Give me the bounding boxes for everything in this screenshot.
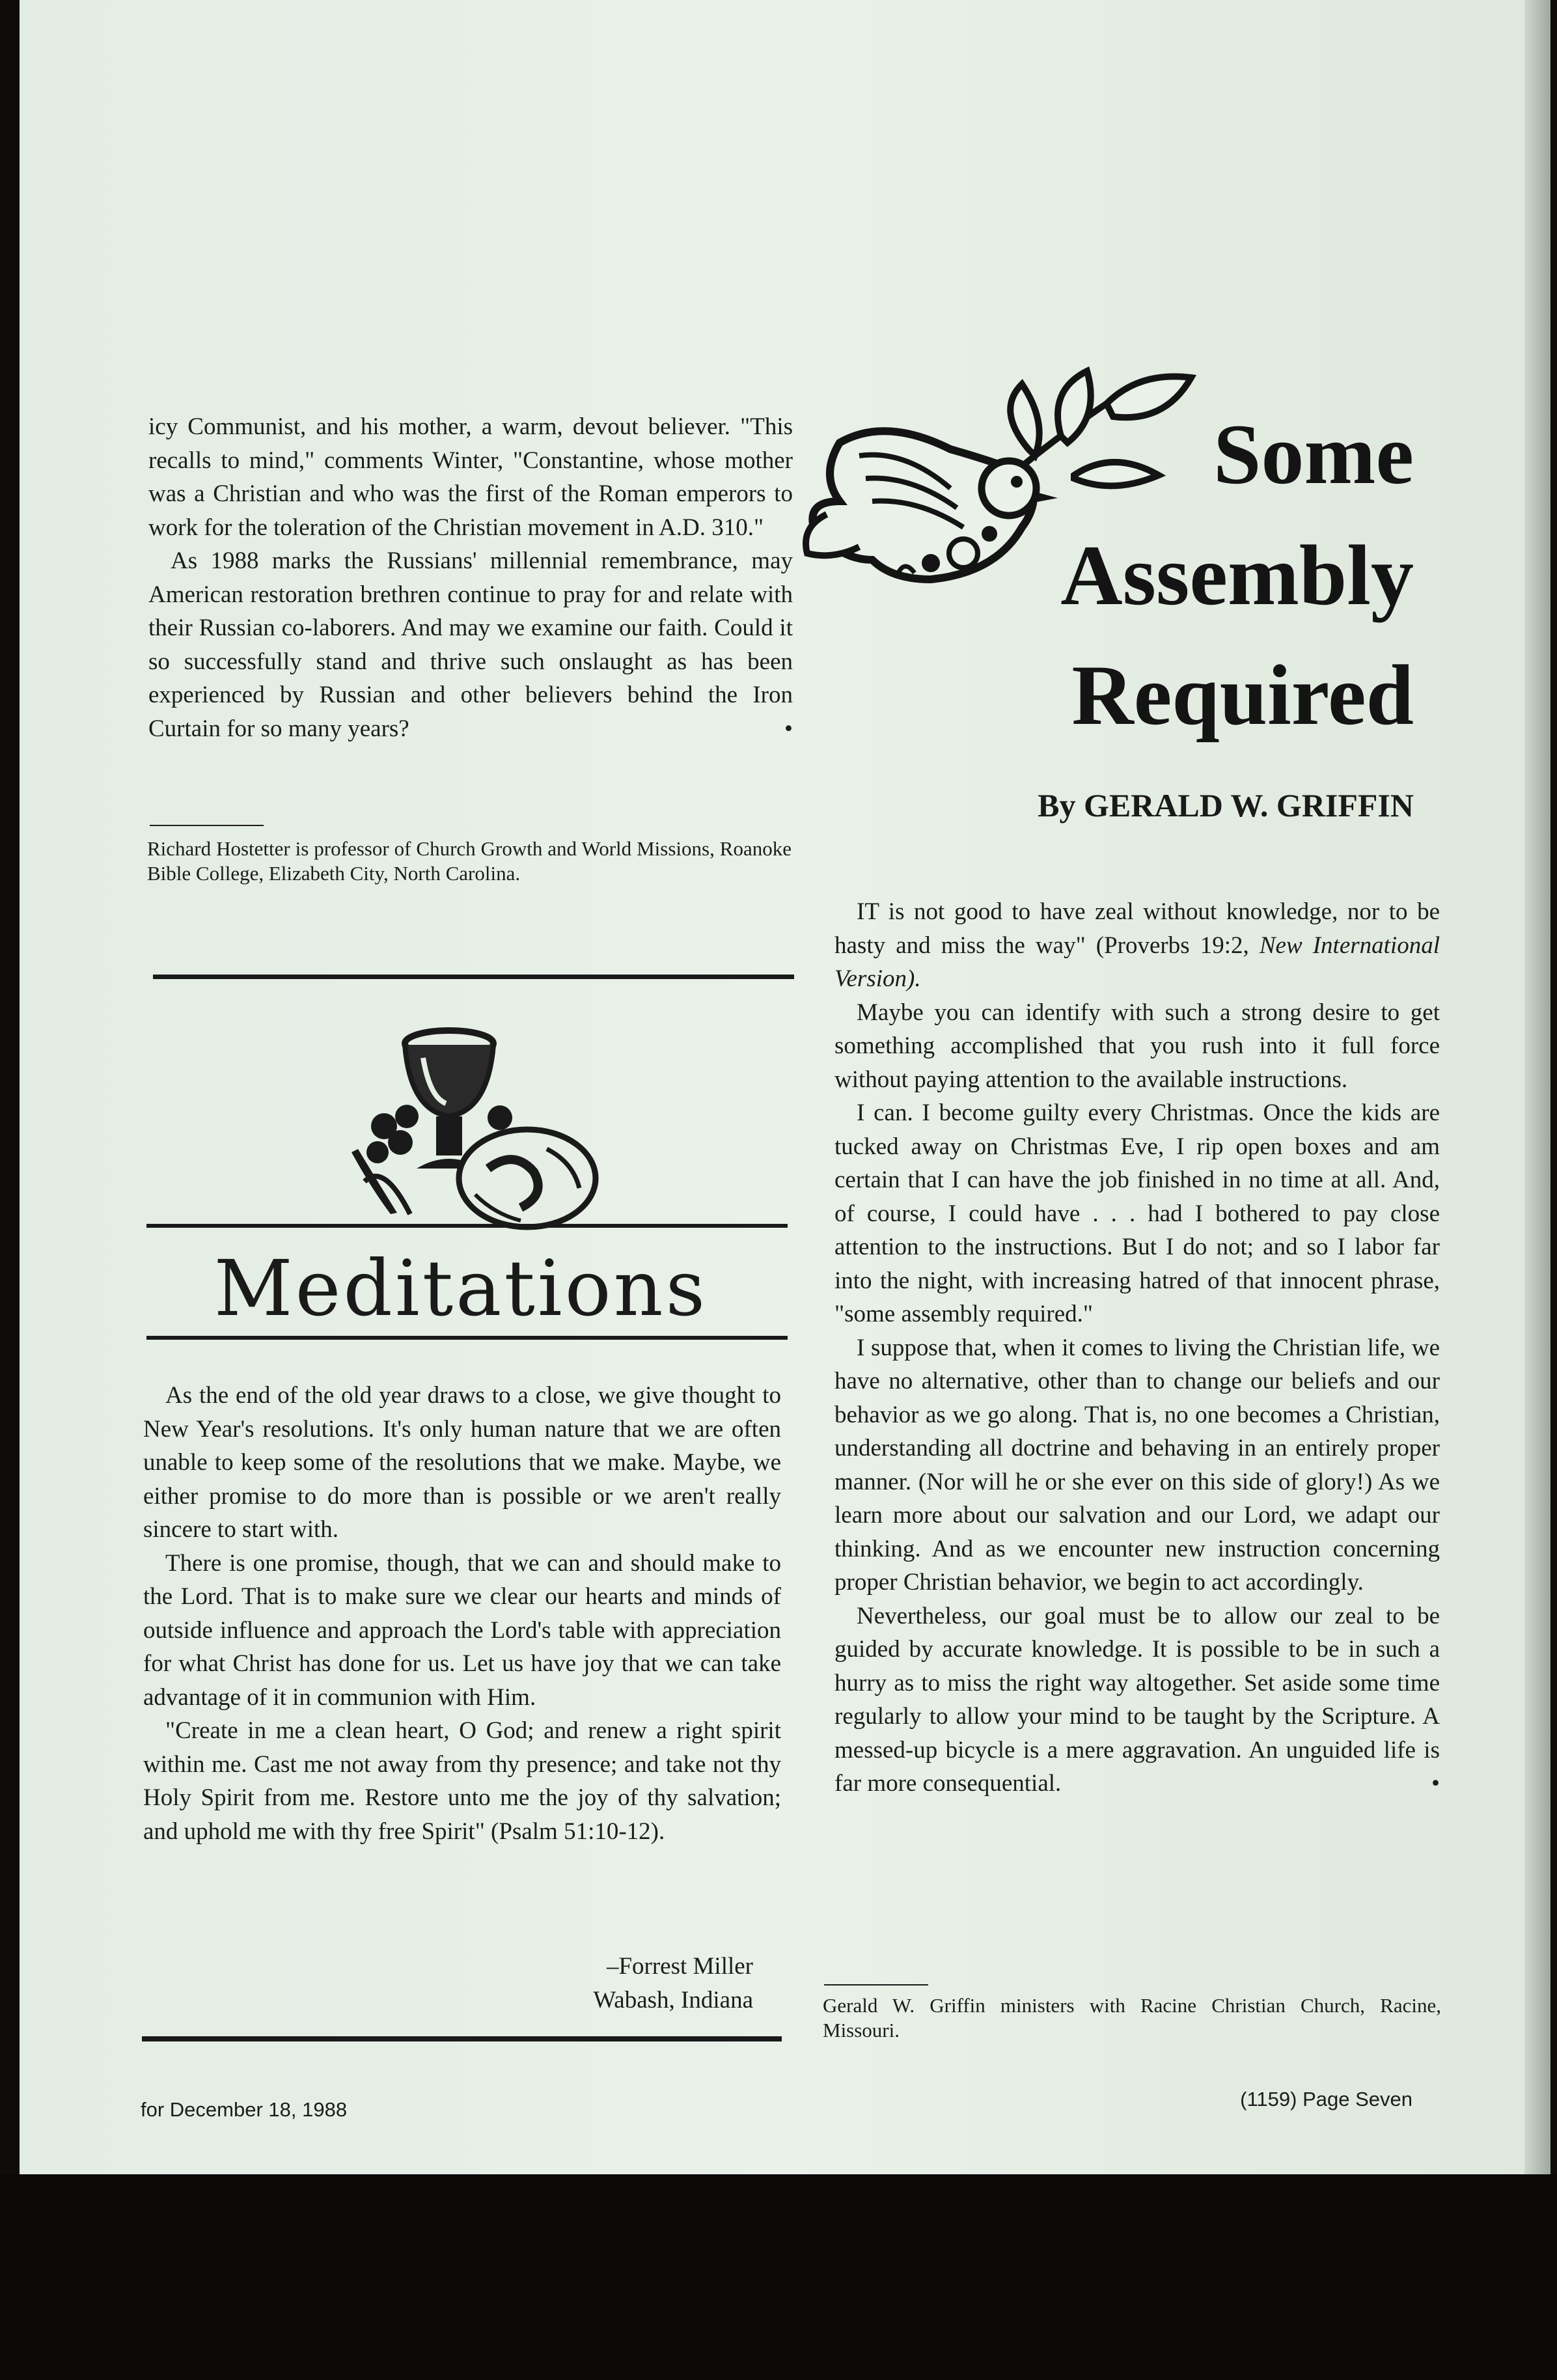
meditations-body	[143, 1379, 781, 1848]
article-title-line-1: Some	[1213, 406, 1414, 502]
continued-paragraph-2: As 1988 marks the Russians' millennial remembrance, may American restoration brethren continue to pray for and relate with their Russian co-laborers. And may we examine our faith. Could it so successfully stand and thrive such onslaught as has been experienced by Russian and other believers behind the Iron Curtain for so many years? •	[148, 544, 793, 745]
article-paragraph-1: IT is not good to have zeal without knowledge, nor to be hasty and miss the way" (Proverbs 19:2, New International Version).	[834, 898, 1440, 992]
footnote-rule	[824, 1984, 928, 1986]
article-title-line-2: Assembly	[1060, 527, 1414, 623]
author-footnote-griffin: Gerald W. Griffin ministers with Racine Christian Church, Racine, Missouri.	[823, 1994, 1441, 2041]
continued-paragraph-1: icy Communist, and his mother, a warm, devout believer. "This recalls to mind," comments Winter, "Constantine, whose mother was a Christian and who was the first of the Roman emperors to work for the toleration of the Christian movement in A.D. 310."	[148, 413, 793, 541]
article-paragraph-3: I can. I become guilty every Christmas. Once the kids are tucked away on Christmas Eve, I rip open boxes and am certain that I can have the job finished in no time at all. And, of course, I could have . . . had I bothered to pay close attention to the instructions. But I do not; and so I labor far into the night, with increasing hatred of that innocent phrase, "some assembly required."	[834, 1100, 1440, 1327]
author-footnote-hostetter: Richard Hostetter is professor of Church Growth and World Missions, Roanoke Bible College, Elizabeth City, North Carolina.	[147, 837, 792, 885]
meditations-rule-bottom	[146, 1336, 788, 1340]
meditations-paragraph-3: "Create in me a clean heart, O God; and renew a right spirit within me. Cast me not away from thy presence; and take not thy Holy Spirit from me. Restore unto me the joy of thy salvation; and uphold me with thy free Spirit" (Psalm 51:10-12).	[143, 1717, 781, 1845]
section-divider	[153, 975, 794, 979]
magazine-page	[20, 0, 1550, 2174]
meditations-paragraph-1: As the end of the old year draws to a close, we give thought to New Year's resolutions. It's only human nature that we are often unable to keep some of the resolutions that we make. Maybe, we either promise to do more than is possible or we aren't really sincere to start with.	[143, 1382, 781, 1543]
page-number: (1159) Page Seven	[1240, 2088, 1412, 2110]
article-body	[834, 895, 1440, 1801]
article-paragraph-2: Maybe you can identify with such a strong desire to get something accomplished that you rush into it full force without paying attention to the available instructions.	[834, 999, 1440, 1093]
signature-place: Wabash, Indiana	[593, 1987, 753, 2013]
article-paragraph-4: I suppose that, when it comes to living the Christian life, we have no alternative, other than to change our beliefs and our behavior as we go along. That is, no one becomes a Christian, understanding all doctrine and behaving in an entirely proper manner. (Nor will he or she ever on this side of glory!) As we learn more about our salvation and our Lord, we adapt our thinking. And as we encounter new instruction concerning proper Christian behavior, we begin to act accordingly.	[834, 1334, 1440, 1596]
meditations-paragraph-2: There is one promise, though, that we can and should make to the Lord. That is to make sure we clear our hearts and minds of outside influence and approach the Lord's table with appreciation for what Christ has done for us. Let us have joy that we can take advantage of it in communion with Him.	[143, 1549, 781, 1711]
signature-name: –Forrest Miller	[606, 1953, 753, 1980]
communion-illustration	[338, 1019, 612, 1234]
meditations-signature	[593, 1950, 753, 2017]
meditations-end-rule	[142, 2036, 782, 2041]
meditations-heading: Meditations	[214, 1243, 708, 1333]
footnote-rule	[150, 825, 264, 826]
end-mark: •	[1431, 1770, 1440, 1797]
page-edge	[1524, 0, 1550, 2174]
article-title-line-3: Required	[1071, 647, 1414, 743]
meditations-rule-top	[146, 1224, 788, 1228]
article-paragraph-5: Nevertheless, our goal must be to allow our zeal to be guided by accurate knowledge. It is possible to be in such a hurry as to miss the right way altogether. Set aside some time regularly to allow your mind to be taught by the Scripture. A messed-up bicycle is a mere aggravation. An unguided life is far more consequential. •	[834, 1599, 1440, 1801]
scan-background	[0, 2174, 1557, 2380]
end-mark: •	[784, 715, 793, 742]
article-byline: By GERALD W. GRIFFIN	[1038, 787, 1414, 823]
continued-article	[148, 410, 793, 745]
issue-date: for December 18, 1988	[141, 2098, 348, 2121]
